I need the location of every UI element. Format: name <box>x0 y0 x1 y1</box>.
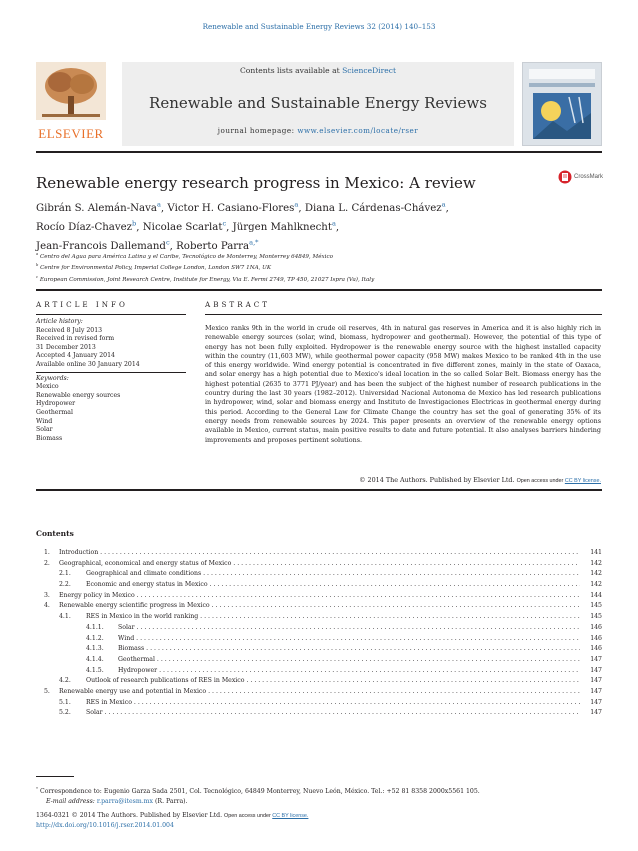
affiliation-text: Centro del Agua para América Latina y el Caribe, Tecnológico de Monterrey, Monterrey 64849, México <box>39 253 333 260</box>
toc-title: Solar . . . <box>118 623 580 634</box>
toc-page: 147 <box>590 698 602 706</box>
affiliation-letter: b <box>36 263 39 268</box>
toc-number: 4.1.2. <box>86 634 104 642</box>
article-info <box>36 318 186 443</box>
toc-title: Renewable energy scientific progress in Mexico . . . <box>59 601 580 612</box>
toc-page: 147 <box>590 655 602 663</box>
publisher-name: ELSEVIER <box>38 126 104 141</box>
affiliation <box>36 273 596 284</box>
toc-page: 146 <box>590 623 602 631</box>
toc-title: Hydropower . . . <box>118 666 580 677</box>
affiliation-letter: c <box>36 274 39 279</box>
history-item: Received in revised form <box>36 335 115 343</box>
toc-entry[interactable] <box>36 601 602 612</box>
affiliation-text: Centre for Environmental Policy, Imperial College London, London SW7 1NA, UK <box>40 265 272 272</box>
toc-entry[interactable] <box>36 698 602 709</box>
toc-entry[interactable] <box>36 623 602 634</box>
correspondence-text: Correspondence to: Eugenio Garza Sada 2501, Col. Tecnológico, 64849 Monterrey, Nuevo León, México. Tel.: +52 81 8358 2000x5561 105. <box>39 788 480 796</box>
keywords-label: Keywords: <box>36 374 69 382</box>
author-separator: , <box>136 221 143 233</box>
toc-entry[interactable] <box>36 591 602 602</box>
toc-number: 4.1.4. <box>86 655 104 663</box>
contents-available <box>122 66 514 75</box>
toc-entry[interactable] <box>36 708 602 719</box>
journal-homepage <box>122 126 514 135</box>
toc-title: Economic and energy status in Mexico . . . <box>86 580 580 591</box>
table-of-contents <box>36 548 602 719</box>
toc-page: 147 <box>590 687 602 695</box>
affiliation <box>36 250 596 261</box>
toc-page: 147 <box>590 709 602 717</box>
open-access-prefix: Open access under <box>224 813 273 819</box>
toc-title: Wind . . . <box>118 634 580 645</box>
author-separator: , <box>226 221 233 233</box>
history-item: Available online 30 January 2014 <box>36 361 186 373</box>
author-name: Victor H. Casiano-Flores <box>167 203 295 215</box>
keyword: Hydropower <box>36 400 76 408</box>
toc-title: Introduction . . . <box>59 548 580 559</box>
toc-number: 4.1. <box>59 613 71 621</box>
toc-entry[interactable] <box>36 644 602 655</box>
author-name: Roberto Parra <box>176 240 250 252</box>
issn-text: 1364-0321 © 2014 The Authors. Published by Elsevier Ltd. <box>36 812 223 819</box>
history-label: Article history: <box>36 318 83 325</box>
toc-page: 146 <box>590 634 602 642</box>
elsevier-logo[interactable] <box>36 62 116 146</box>
toc-title: Biomass . . . <box>118 644 580 655</box>
history-item: Received 8 July 2013 <box>36 326 103 334</box>
issn-line <box>36 811 308 821</box>
toc-number: 3. <box>44 591 50 599</box>
email-suffix: (R. Parra). <box>153 797 188 805</box>
toc-entry[interactable] <box>36 612 602 623</box>
toc-page: 141 <box>590 549 602 556</box>
toc-page: 146 <box>590 645 602 653</box>
homepage-prefix: journal homepage: <box>217 126 298 135</box>
toc-number: 4.2. <box>59 677 71 685</box>
journal-banner <box>36 62 602 146</box>
abstract-copyright <box>205 476 601 484</box>
footnote-rule <box>36 776 74 777</box>
toc-title: Energy policy in Mexico . . . <box>59 591 580 602</box>
author[interactable] <box>36 203 167 214</box>
affiliation-mark[interactable]: a <box>156 201 161 209</box>
author-separator: , <box>298 203 305 215</box>
journal-title: Renewable and Sustainable Energy Reviews <box>149 94 487 112</box>
affiliation-mark[interactable]: c <box>165 238 170 247</box>
crossmark-label: CrossMark <box>574 174 604 180</box>
toc-page: 142 <box>590 581 602 589</box>
toc-page: 147 <box>590 677 602 685</box>
toc-title: RES in Mexico . . . <box>86 698 580 709</box>
article-info-heading: ARTICLE INFO <box>36 300 128 309</box>
affiliation-text: European Commission, Joint Research Centre, Institute for Energy, Via E. Fermi 2749, TP 450, 21027 Ispra (Va), Italy <box>39 276 375 283</box>
email-label: E-mail address: <box>46 797 97 805</box>
author-name: Jean-Francois Dallemand <box>36 240 166 252</box>
toc-entry[interactable] <box>36 569 602 580</box>
affiliation-mark[interactable]: b <box>132 219 137 228</box>
keyword: Solar <box>36 426 53 434</box>
sciencedirect-link[interactable]: ScienceDirect <box>342 66 397 75</box>
toc-title: RES in Mexico in the world ranking . . . <box>86 612 580 623</box>
footnote-mark: * <box>36 786 39 791</box>
correspondence-line <box>36 784 602 797</box>
correspondence-footnote <box>36 784 602 806</box>
info-rule <box>36 314 186 315</box>
author[interactable] <box>142 219 233 233</box>
email-link[interactable]: r.parra@itesm.mx <box>96 797 154 805</box>
history-item: Accepted 4 January 2014 <box>36 352 115 360</box>
section-rule <box>36 289 602 291</box>
author[interactable] <box>305 203 449 214</box>
keyword: Geothermal <box>36 408 73 416</box>
keyword: Renewable energy sources <box>36 391 121 399</box>
contents-title: Contents <box>36 529 74 538</box>
contents-prefix: Contents lists available at <box>239 66 343 75</box>
banner-center <box>122 62 514 146</box>
keyword: Biomass <box>36 434 63 442</box>
author-name: Diana L. Cárdenas-Chávez <box>304 203 442 215</box>
toc-page: 147 <box>590 666 602 674</box>
open-access-prefix: Open access under <box>516 478 565 484</box>
toc-page: 145 <box>590 613 602 621</box>
cc-by-license-link[interactable]: CC BY license. <box>564 478 601 484</box>
toc-number: 4.1.5. <box>86 666 104 674</box>
toc-title: Geographical, economical and energy status of Mexico . . . <box>59 559 580 570</box>
keyword: Mexico <box>36 383 59 391</box>
toc-entry[interactable] <box>36 655 602 666</box>
author-name: Rocío Díaz-Chavez <box>36 221 133 233</box>
author-separator: , <box>335 221 340 233</box>
toc-number: 5.1. <box>59 698 71 706</box>
affiliation <box>36 261 596 272</box>
toc-number: 2.1. <box>59 570 71 578</box>
author-name: Jürgen Mahlknecht <box>232 221 332 233</box>
toc-page: 142 <box>590 570 602 578</box>
abstract-rule <box>205 314 602 315</box>
toc-title: Geographical and climate conditions . . . <box>86 569 580 580</box>
author[interactable] <box>232 219 340 233</box>
affiliation-mark[interactable]: a <box>294 201 299 209</box>
affiliation-letter: a <box>36 252 39 256</box>
affiliation-mark[interactable]: c <box>222 219 227 228</box>
journal-cover-image[interactable] <box>522 62 602 146</box>
crossmark-badge[interactable] <box>558 170 602 198</box>
toc-entry[interactable] <box>36 548 602 559</box>
doi-link[interactable]: http://dx.doi.org/10.1016/j.rser.2014.01.004 <box>36 822 174 829</box>
abstract-text: Mexico ranks 9th in the world in crude oil reserves, 4th in natural gas reserves in America and it is also highly rich in renewable energy sources (solar, wind, biomass, hydropower and geothermal). However, the potential of this type of energy has not been fully exploited. Hydropower is the renewable energy source with the highest installed capacity within the country (11,603 MW), while geothermal power capacity (958 MW) makes Mexico to be ranked 4th in the use of this energy worldwide. Wind energy potential is concentrated in five different zones, mainly in the state of Oaxaca, and solar energy has a high potential due to Mexico's ideal location in the so called Solar Belt. Biomass energy has the highest potential (2635 to 3771 PJ/year) and has been the subject of the highest number of research publications in the country during the last 30 years (1982–2012). Universidad Nacional Autonoma de Mexico has led research publications in hydropower, wind, solar and biomass energy and Instituto de Investigaciones Electricas in geothermal energy during this period. According to the General Law for Climate Change the country has set the goal of generating 35% of its energy needs from renewable sources by 2024. This paper presents an overview of the renewable energy options available in Mexico, current status, main positive results to date and future potential. It also analyses barriers hindering improvements and proposes pertinent solutions. <box>205 324 601 444</box>
toc-number: 5. <box>44 687 50 695</box>
toc-entry[interactable] <box>36 634 602 645</box>
author-separator: , <box>445 203 449 215</box>
toc-number: 4.1.3. <box>86 645 104 653</box>
elsevier-tree-icon <box>36 62 106 120</box>
article-title: Renewable energy research progress in Mexico: A review <box>36 174 476 192</box>
toc-number: 4.1.1. <box>86 623 104 631</box>
author-separator: , <box>160 203 168 215</box>
author-name: Nicolae Scarlat <box>142 221 223 233</box>
toc-entry[interactable] <box>36 559 602 570</box>
toc-title: Renewable energy use and potential in Mexico . . . <box>59 687 580 698</box>
toc-entry[interactable] <box>36 580 602 591</box>
toc-number: 2. <box>44 559 50 567</box>
crossmark-icon <box>558 170 572 186</box>
toc-page: 144 <box>590 591 602 599</box>
homepage-link[interactable]: www.elsevier.com/locate/rser <box>297 126 419 135</box>
affiliation-mark[interactable]: a <box>441 201 446 209</box>
keyword: Wind <box>36 417 53 425</box>
header-rule <box>36 151 602 153</box>
affiliation-mark[interactable]: a,* <box>249 238 259 247</box>
toc-title: Geothermal . . . <box>118 655 580 666</box>
author-list <box>36 198 516 254</box>
affiliation-mark[interactable]: a <box>331 219 336 228</box>
journal-reference[interactable]: Renewable and Sustainable Energy Reviews 32 (2014) 140–153 <box>202 22 436 31</box>
affiliations <box>36 250 596 284</box>
toc-title: Outlook of research publications of RES in Mexico . . . <box>86 676 580 687</box>
toc-entry[interactable] <box>36 666 602 677</box>
abstract-end-rule <box>36 489 602 491</box>
toc-number: 5.2. <box>59 709 71 717</box>
cc-by-license-link[interactable]: CC BY license. <box>272 813 309 819</box>
abstract-heading: ABSTRACT <box>205 300 271 309</box>
toc-entry[interactable] <box>36 676 602 687</box>
author[interactable] <box>36 219 143 233</box>
author[interactable] <box>167 203 304 214</box>
author-name: Gibrán S. Alemán-Nava <box>36 203 157 215</box>
toc-number: 1. <box>44 549 50 556</box>
bottom-info <box>36 811 308 831</box>
toc-number: 4. <box>44 602 50 610</box>
cover-art-icon <box>523 63 601 145</box>
copyright-text: © 2014 The Authors. Published by Elsevier Ltd. <box>359 476 515 484</box>
email-line <box>36 797 602 807</box>
author-separator: , <box>169 240 177 252</box>
toc-entry[interactable] <box>36 687 602 698</box>
toc-page: 142 <box>590 559 602 567</box>
toc-number: 2.2. <box>59 581 71 589</box>
history-item: 31 December 2013 <box>36 343 96 351</box>
toc-page: 145 <box>590 602 602 610</box>
toc-title: Solar . . . <box>86 708 580 719</box>
